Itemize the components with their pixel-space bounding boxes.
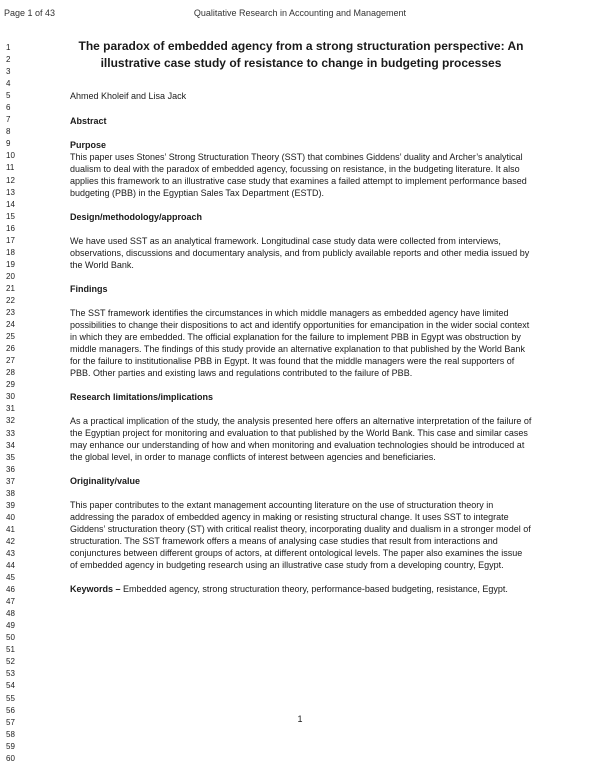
line-number: 4 <box>6 79 11 89</box>
line-number: 2 <box>6 55 11 65</box>
line-number: 11 <box>6 163 15 173</box>
line-number: 42 <box>6 536 15 546</box>
line-number: 46 <box>6 585 15 595</box>
paper-title: The paradox of embedded agency from a strong structuration perspective: An illustrative case study of resistance to change in budgeting processes <box>78 39 524 70</box>
design-text: We have used SST as an analytical framework. Longitudinal case study data were collected from interviews, observations, discussions and documentary analysis, and from publicly available reports and other media issued by the World Bank. <box>70 236 530 270</box>
line-number: 34 <box>6 440 15 450</box>
line-numbers <box>6 42 28 765</box>
limitations-text: As a practical implication of the study, the analysis presented here offers an alternative interpretation of the failure of the Egyptian project for monitoring and evaluation to that published by the World Bank. This case and similar cases may enhance our understanding of how and when monitoring and evaluation technologies should be introduced at the global level, in order to manage conflicts of interest between agencies and beneficiaries. <box>70 416 532 462</box>
line-number: 50 <box>6 633 15 643</box>
line-number: 3 <box>6 67 11 77</box>
line-number: 56 <box>6 705 15 715</box>
line-number: 30 <box>6 392 15 402</box>
paper-authors: Ahmed Kholeif and Lisa Jack <box>70 91 187 101</box>
line-number: 54 <box>6 681 15 691</box>
line-number: 39 <box>6 500 15 510</box>
line-number: 7 <box>6 115 11 125</box>
line-number: 53 <box>6 669 15 679</box>
page-header <box>0 0 600 22</box>
line-number: 57 <box>6 717 15 727</box>
line-number: 8 <box>6 127 11 137</box>
line-number: 55 <box>6 693 15 703</box>
originality-text: This paper contributes to the extant management accounting literature on the use of structuration theory in addressing the paradox of embedded agency in making or resisting structural change. It uses SST to integrate Giddens’ structuration theory (ST) with critical realist theory, incorporating duality and dualism in a stronger model of structuration. The SST framework offers a means of analysing case studies that result from interactions and conjunctures between different groups of actors, at different ontological levels. The paper also examines the issue of embedded agency in budgeting research using an illustrative case study from a developing country, Egypt. <box>70 500 531 570</box>
line-number: 28 <box>6 368 15 378</box>
line-number: 47 <box>6 597 15 607</box>
line-number: 5 <box>6 91 11 101</box>
line-number: 32 <box>6 416 15 426</box>
line-number: 58 <box>6 729 15 739</box>
keywords-label: Keywords – <box>70 584 121 594</box>
line-number: 1 <box>6 43 11 52</box>
line-number: 15 <box>6 211 15 221</box>
line-number: 9 <box>6 139 11 149</box>
line-number: 21 <box>6 283 15 293</box>
line-number: 22 <box>6 295 15 305</box>
page-number: 1 <box>297 714 303 724</box>
findings-heading: Findings <box>70 284 108 294</box>
line-number: 19 <box>6 259 15 269</box>
line-number: 31 <box>6 404 15 414</box>
line-number: 35 <box>6 452 15 462</box>
line-number: 52 <box>6 657 15 667</box>
line-number: 59 <box>6 741 15 751</box>
line-number: 51 <box>6 645 15 655</box>
line-number: 43 <box>6 548 15 558</box>
line-number: 33 <box>6 428 15 438</box>
line-number: 25 <box>6 332 15 342</box>
line-number: 18 <box>6 247 15 257</box>
line-number: 17 <box>6 235 15 245</box>
purpose-heading: Purpose <box>70 140 107 150</box>
line-number: 60 <box>6 753 15 763</box>
line-number: 38 <box>6 488 15 498</box>
page-count: Page 1 of 43 <box>4 8 56 18</box>
paper-body <box>70 38 532 595</box>
purpose-text: This paper uses Stones’ Strong Structuration Theory (SST) that combines Giddens’ duality and Archer’s analytical dualism to deal with the paradox of embedded agency, focussing on resistance, in the budgeting literature. It also applies this framework to an illustrative case study that examines a failed attempt to implement performance based budgeting (PBB) in the Egyptian Sales Tax Department (ESTD). <box>70 152 527 198</box>
line-number: 45 <box>6 573 15 583</box>
line-number: 10 <box>6 151 15 161</box>
line-number: 26 <box>6 344 15 354</box>
keywords-text: Embedded agency, strong structuration theory, performance-based budgeting, resistance, Egypt. <box>123 584 508 594</box>
line-number: 29 <box>6 380 15 390</box>
line-number: 14 <box>6 199 15 209</box>
keywords <box>70 583 532 595</box>
line-number: 41 <box>6 524 15 534</box>
line-number: 36 <box>6 464 15 474</box>
line-number: 27 <box>6 356 15 366</box>
journal-name: Qualitative Research in Accounting and Management <box>193 8 407 18</box>
line-number: 16 <box>6 223 15 233</box>
line-number: 23 <box>6 308 15 318</box>
line-number: 24 <box>6 320 15 330</box>
design-heading: Design/methodology/approach <box>70 212 203 222</box>
line-number: 6 <box>6 103 11 113</box>
line-number: 44 <box>6 561 15 571</box>
originality-heading: Originality/value <box>70 476 141 486</box>
line-number: 13 <box>6 187 15 197</box>
abstract-heading: Abstract <box>70 116 107 126</box>
findings-text: The SST framework identifies the circumstances in which middle managers as embedded agency have limited possibilities to change their dispositions to act and identify opportunities for emancipation in the wider social context in which they are embedded. The official explanation for the failure to implement PBB in Egypt was obstruction by middle managers. The findings of this study provide an alternative explanation to that published by the World Bank for the failure to institutionalise PBB in Egypt. It was found that the middle managers were the real supporters of PBB. Other parties and existing laws and regulations contributed to the failure of PBB. <box>70 308 530 378</box>
line-number: 49 <box>6 621 15 631</box>
line-number: 20 <box>6 271 15 281</box>
limitations-heading: Research limitations/implications <box>70 392 214 402</box>
line-number: 37 <box>6 476 15 486</box>
line-number: 40 <box>6 512 15 522</box>
line-number: 48 <box>6 609 15 619</box>
line-number: 12 <box>6 175 15 185</box>
